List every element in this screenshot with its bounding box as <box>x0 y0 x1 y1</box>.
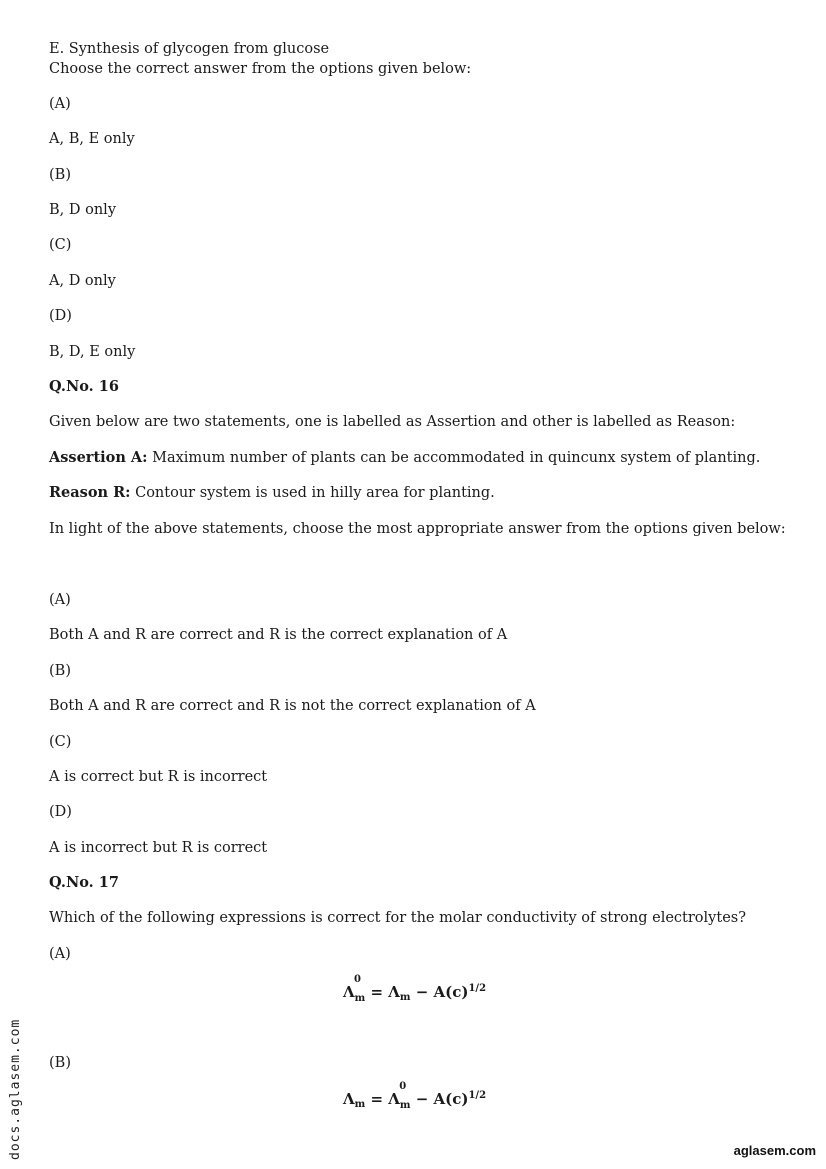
side-watermark: docs.aglasem.com <box>8 1018 23 1160</box>
q16-title: Q.No. 16 <box>49 378 119 395</box>
formula-a <box>343 974 487 1004</box>
q16-reason <box>49 484 495 502</box>
minus-sign: − <box>410 1090 434 1108</box>
q16-intro: Given below are two statements, one is labelled as Assertion and other is labelled as Reason: <box>49 414 736 430</box>
lambda-symbol: Λ <box>343 983 355 1001</box>
q15-option-c-label: (C) <box>49 237 72 253</box>
q16-option-c-text: A is correct but R is incorrect <box>49 769 268 785</box>
subscript-m: m <box>354 1099 366 1110</box>
q17-text: Which of the following expressions is correct for the molar conductivity of strong electrolytes? <box>49 910 746 926</box>
formula-b-rhs-term <box>388 1081 411 1111</box>
equals-sign: = <box>365 983 389 1001</box>
lambda-symbol: Λ <box>343 1090 355 1108</box>
statement-e: E. Synthesis of glycogen from glucose <box>49 41 330 57</box>
q15-option-a-label: (A) <box>49 96 71 112</box>
formula-a-lhs <box>343 974 366 1004</box>
reason-label: Reason R: <box>49 484 131 501</box>
subscript-m: m <box>399 1100 411 1111</box>
q16-option-c-label: (C) <box>49 734 72 750</box>
q16-option-a-label: (A) <box>49 592 71 608</box>
superscript-zero: 0 <box>399 1081 407 1092</box>
assertion-text: Maximum number of plants can be accommodated in quincunx system of planting. <box>147 450 761 466</box>
q15-option-b-text: B, D only <box>49 202 117 218</box>
q15-option-b-label: (B) <box>49 167 71 183</box>
q16-option-d-label: (D) <box>49 804 72 820</box>
subscript-m: m <box>354 993 366 1004</box>
subscript-m: m <box>399 992 411 1003</box>
q17-title: Q.No. 17 <box>49 874 119 891</box>
reason-text: Contour system is used in hilly area for planting. <box>130 485 495 501</box>
exponent: 1/2 <box>468 1090 487 1101</box>
q16-option-b-text: Both A and R are correct and R is not the correct explanation of A <box>49 698 536 714</box>
equals-sign: = <box>365 1090 389 1108</box>
q15-option-d-text: B, D, E only <box>49 344 136 360</box>
q15-option-a-text: A, B, E only <box>49 131 135 147</box>
q16-assertion <box>49 449 760 467</box>
q17-option-b-label: (B) <box>49 1055 71 1071</box>
footer-brand: aglasem.com <box>733 1143 816 1158</box>
minus-sign: − <box>410 983 434 1001</box>
instruction: Choose the correct answer from the options given below: <box>49 61 472 77</box>
formula-term: A(c) <box>433 1090 469 1108</box>
q16-option-d-text: A is incorrect but R is correct <box>49 840 268 856</box>
q16-option-a-text: Both A and R are correct and R is the correct explanation of A <box>49 627 508 643</box>
lambda-symbol: Λ <box>388 1090 400 1108</box>
q16-option-b-label: (B) <box>49 663 71 679</box>
formula-b <box>343 1081 487 1111</box>
superscript-zero: 0 <box>354 974 361 985</box>
q15-option-c-text: A, D only <box>49 273 116 289</box>
assertion-label: Assertion A: <box>49 449 148 466</box>
q15-option-d-label: (D) <box>49 308 72 324</box>
q16-prompt: In light of the above statements, choose the most appropriate answer from the options given below: <box>49 521 786 537</box>
exponent: 1/2 <box>468 983 487 994</box>
lambda-symbol: Λ <box>388 983 400 1001</box>
q17-option-a-label: (A) <box>49 946 71 962</box>
formula-term: A(c) <box>433 983 469 1001</box>
